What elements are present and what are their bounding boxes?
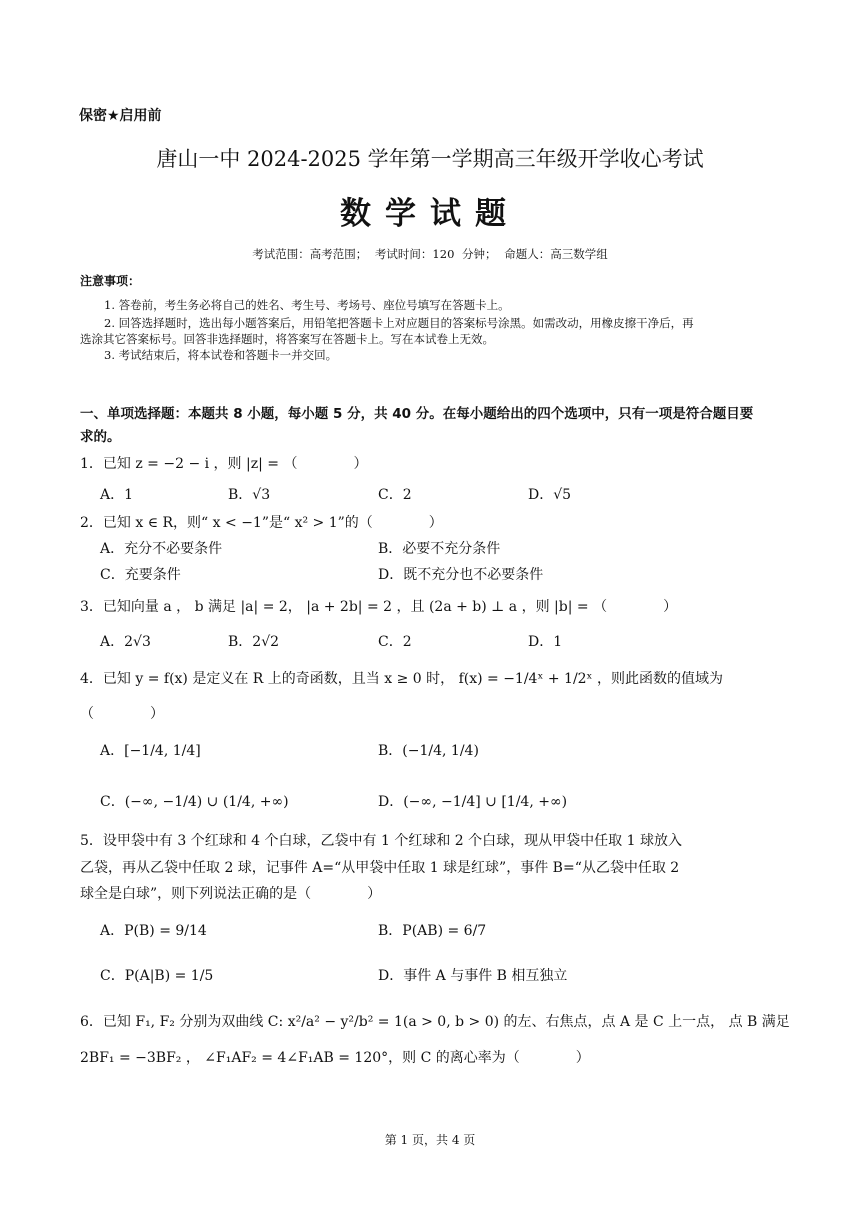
question-4-option-d: D．(−∞, −1/4] ∪ [1/4, +∞) (378, 794, 568, 810)
question-5-option-d: D．事件 A 与事件 B 相互独立 (378, 968, 568, 984)
question-2-option-b: B．必要不充分条件 (378, 541, 501, 557)
question-1-option-a: A．1 (100, 487, 134, 503)
subject-title: 数学试题 (340, 196, 520, 232)
question-5-line1: 5．设甲袋中有 3 个红球和 4 个白球，乙袋中有 1 个红球和 2 个白球，现从甲袋中任取 1 球放入 (80, 833, 682, 849)
question-4-paren: （ ） (80, 706, 164, 722)
notice-item-2-cont: 选涂其它答案标号。回答非选择题时，将答案写在答题卡上。写在本试卷上无效。 (80, 332, 494, 346)
question-2-stem: 2．已知 x ∈ R，则“ x < −1”是“ x² > 1”的（ ） (80, 515, 443, 531)
notice-heading: 注意事项： (80, 274, 141, 288)
question-1-option-d: D．√5 (528, 487, 572, 503)
question-2-option-c: C．充要条件 (100, 567, 181, 583)
question-4-option-b: B．(−1/4, 1/4) (378, 743, 479, 759)
question-3-option-a: A．2√3 (100, 634, 151, 650)
question-1-option-c: C．2 (378, 487, 412, 503)
confidential-label: 保密★启用前 (79, 108, 162, 124)
question-4-option-c: C．(−∞, −1/4) ∪ (1/4, +∞) (100, 794, 289, 810)
section-heading-line1: 一、单项选择题：本题共 8 小题，每小题 5 分，共 40 分。在每小题给出的四个选项中，只有一项是符合题目要 (80, 406, 754, 422)
question-2-option-a: A．充分不必要条件 (100, 541, 223, 557)
question-4-option-a: A．[−1/4, 1/4] (100, 743, 201, 759)
question-3-stem: 3．已知向量 a ， b 满足 |a| = 2， |a + 2b| = 2 ，且 (2a + b) ⊥ a ，则 |b| = （ ） (80, 599, 678, 615)
page-footer: 第 1 页，共 4 页 (384, 1133, 476, 1147)
question-5-option-b: B．P(AB) = 6/7 (378, 923, 487, 939)
exam-title: 唐山一中 2024-2025 学年第一学期高三年级开学收心考试 (156, 147, 704, 171)
question-3-option-c: C．2 (378, 634, 412, 650)
notice-item-1: 1. 答卷前，考生务必将自己的姓名、考生号、考场号、座位号填写在答题卡上。 (104, 298, 510, 312)
question-6-line1: 6．已知 F₁, F₂ 分别为双曲线 C: x²/a² − y²/b² = 1(a > 0, b > 0) 的左、右焦点，点 A 是 C 上一点， 点 B 满足 (80, 1014, 790, 1030)
question-6-line2: 2BF₁ = −3BF₂ ， ∠F₁AF₂ = 4∠F₁AB = 120°，则 C 的离心率为（ ） (80, 1050, 590, 1066)
question-1-stem: 1．已知 z = −2 − i ，则 |z| = （ ） (80, 456, 368, 472)
question-3-option-d: D．1 (528, 634, 563, 650)
section-heading-line2: 求的。 (80, 429, 121, 445)
question-5-option-a: A．P(B) = 9/14 (100, 923, 207, 939)
question-1-option-b: B．√3 (228, 487, 271, 503)
question-5-line3: 球全是白球”，则下列说法正确的是（ ） (80, 886, 382, 902)
exam-meta: 考试范围：高考范围； 考试时间：120 分钟； 命题人：高三数学组 (252, 247, 608, 261)
question-2-option-d: D．既不充分也不必要条件 (378, 567, 544, 583)
notice-item-2: 2. 回答选择题时，选出每小题答案后，用铅笔把答题卡上对应题目的答案标号涂黑。如需改动，用橡皮擦干净后，再 (104, 316, 694, 330)
question-3-option-b: B．2√2 (228, 634, 280, 650)
question-5-line2: 乙袋，再从乙袋中任取 2 球，记事件 A=“从甲袋中任取 1 球是红球”，事件 B=“从乙袋中任取 2 (80, 860, 680, 876)
question-4-stem: 4．已知 y = f(x) 是定义在 R 上的奇函数，且当 x ≥ 0 时， f(x) = −1/4ˣ + 1/2ˣ ，则此函数的值域为 (80, 671, 723, 687)
notice-item-3: 3. 考试结束后，将本试卷和答题卡一并交回。 (104, 348, 338, 362)
question-5-option-c: C．P(A|B) = 1/5 (100, 968, 214, 984)
